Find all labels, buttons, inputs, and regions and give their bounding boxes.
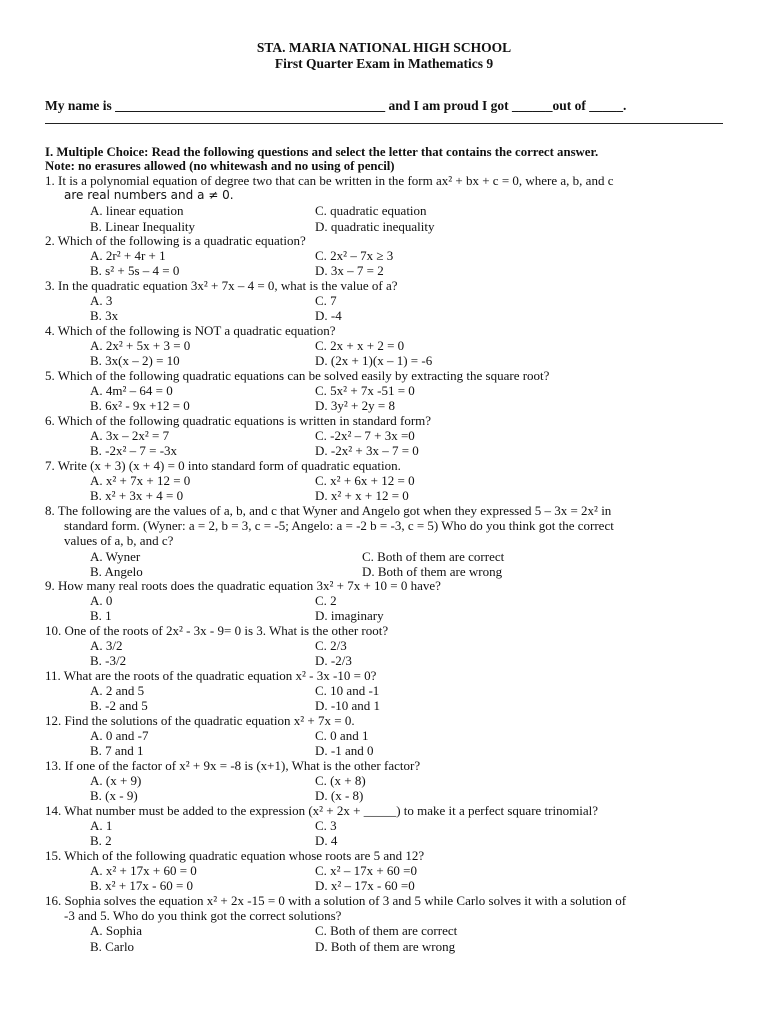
divider-line — [45, 123, 723, 124]
question-stem: 13. If one of the factor of x² + 9x = -8 is (x+1), What is the other factor? — [45, 758, 421, 773]
choice-a: A. x² + 17x + 60 = 0 — [90, 863, 197, 879]
question-stem-continuation: standard form. (Wyner: a = 2, b = 3, c = -5; Angelo: a = -2 b = -3, c = 5) Who do you think got the correct — [64, 518, 614, 534]
choice-a: A. 0 — [90, 593, 113, 609]
choice-a: A. 4m² – 64 = 0 — [90, 383, 173, 399]
choice-a: A. 3 — [90, 293, 113, 309]
choice-a: A. 1 — [90, 818, 113, 834]
choice-b: B. 2 — [90, 833, 112, 849]
question-stem: 16. Sophia solves the equation x² + 2x -15 = 0 with a solution of 3 and 5 while Carlo solves it with a solution of — [45, 893, 627, 908]
choice-c: C. 3 — [315, 818, 337, 834]
choice-b: B. 7 and 1 — [90, 743, 144, 759]
choice-c: C. (x + 8) — [315, 773, 366, 789]
choice-d: D. 3y² + 2y = 8 — [315, 398, 395, 414]
choice-d: D. 3x – 7 = 2 — [315, 263, 384, 279]
question-stem-continuation: values of a, b, and c? — [64, 533, 174, 549]
choice-d: D. -2x² + 3x – 7 = 0 — [315, 443, 419, 459]
choice-d: D. -1 and 0 — [315, 743, 374, 759]
school-name: STA. MARIA NATIONAL HIGH SCHOOL — [256, 40, 512, 55]
choice-a: A. x² + 7x + 12 = 0 — [90, 473, 191, 489]
question-stem: 5. Which of the following quadratic equations can be solved easily by extracting the square root? — [45, 368, 550, 383]
choice-b: B. 3x(x – 2) = 10 — [90, 353, 180, 369]
choice-b: B. Carlo — [90, 938, 135, 954]
choice-a: A. 0 and -7 — [90, 728, 149, 744]
choice-a: A. 2r² + 4r + 1 — [90, 248, 166, 264]
choice-c: C. Both of them are correct — [362, 548, 505, 564]
question-stem-continuation: are real numbers and a ≠ 0. — [64, 188, 234, 203]
question-stem-continuation: -3 and 5. Who do you think got the correct solutions? — [64, 908, 342, 924]
choice-b: B. -2x² – 7 = -3x — [90, 443, 178, 459]
choice-d: D. x² – 17x - 60 =0 — [315, 878, 415, 894]
choice-b: B. -3/2 — [90, 653, 127, 669]
choice-c: C. 5x² + 7x -51 = 0 — [315, 383, 415, 399]
choice-b: B. 6x² - 9x +12 = 0 — [90, 398, 190, 414]
question-stem: 7. Write (x + 3) (x + 4) = 0 into standard form of quadratic equation. — [45, 458, 401, 473]
choice-d: D. (2x + 1)(x – 1) = -6 — [315, 353, 433, 369]
choice-c: C. x² – 17x + 60 =0 — [315, 863, 417, 879]
question-stem: 4. Which of the following is NOT a quadratic equation? — [45, 323, 336, 338]
choice-b: B. s² + 5s – 4 = 0 — [90, 263, 180, 279]
choice-b: B. x² + 3x + 4 = 0 — [90, 488, 184, 504]
question-stem: 12. Find the solutions of the quadratic equation x² + 7x = 0. — [45, 713, 355, 728]
choice-b: B. (x - 9) — [90, 788, 138, 804]
choice-a: A. Sophia — [90, 923, 142, 939]
choice-a: A. (x + 9) — [90, 773, 142, 789]
choice-c: C. 2 — [315, 593, 337, 609]
exam-title: First Quarter Exam in Mathematics 9 — [274, 56, 494, 71]
choice-b: B. -2 and 5 — [90, 698, 148, 714]
choice-b: B. Linear Inequality — [90, 218, 196, 234]
choice-c: C. 10 and -1 — [315, 683, 380, 699]
question-stem: 1. It is a polynomial equation of degree two that can be written in the form ax² + bx + c = 0, where a, b, and c — [45, 173, 614, 188]
choice-a: A. 2x² + 5x + 3 = 0 — [90, 338, 191, 354]
choice-c: C. 2x² – 7x ≥ 3 — [315, 248, 394, 264]
choice-d: D. imaginary — [315, 608, 384, 624]
question-stem: 10. One of the roots of 2x² - 3x - 9= 0 is 3. What is the other root? — [45, 623, 389, 638]
choice-d: D. -4 — [315, 308, 342, 324]
question-stem: 2. Which of the following is a quadratic equation? — [45, 233, 306, 248]
choice-d: D. quadratic inequality — [315, 218, 435, 234]
choice-a: A. linear equation — [90, 203, 184, 219]
choice-c: C. 2x + x + 2 = 0 — [315, 338, 405, 354]
choice-d: D. -10 and 1 — [315, 698, 380, 714]
choice-d: D. -2/3 — [315, 653, 352, 669]
choice-d: D. x² + x + 12 = 0 — [315, 488, 409, 504]
question-stem: 14. What number must be added to the expression (x² + 2x + _____) to make it a perfect square trinomial? — [45, 803, 598, 818]
instructions-line: I. Multiple Choice: Read the following questions and select the letter that contains the correct answer. — [45, 145, 599, 159]
name-score-line: My name is ________________________________________ and I am proud I got ______out of _____. — [45, 98, 627, 113]
choice-d: D. Both of them are wrong — [362, 563, 503, 579]
choice-d: D. (x - 8) — [315, 788, 364, 804]
choice-c: C. x² + 6x + 12 = 0 — [315, 473, 415, 489]
question-stem: 15. Which of the following quadratic equation whose roots are 5 and 12? — [45, 848, 425, 863]
choice-c: C. Both of them are correct — [315, 923, 458, 939]
choice-c: C. 0 and 1 — [315, 728, 369, 744]
choice-c: C. 7 — [315, 293, 337, 309]
question-stem: 11. What are the roots of the quadratic equation x² - 3x -10 = 0? — [45, 668, 377, 683]
question-stem: 8. The following are the values of a, b, and c that Wyner and Angelo got when they expressed 5 – 3x = 2x² in — [45, 503, 612, 518]
choice-c: C. 2/3 — [315, 638, 347, 654]
choice-c: C. quadratic equation — [315, 203, 427, 219]
choice-b: B. x² + 17x - 60 = 0 — [90, 878, 194, 894]
choice-a: A. Wyner — [90, 548, 141, 564]
choice-a: A. 2 and 5 — [90, 683, 145, 699]
question-stem: 9. How many real roots does the quadratic equation 3x² + 7x + 10 = 0 have? — [45, 578, 441, 593]
choice-a: A. 3/2 — [90, 638, 123, 654]
choice-b: B. 3x — [90, 308, 119, 324]
choice-a: A. 3x – 2x² = 7 — [90, 428, 170, 444]
choice-b: B. Angelo — [90, 563, 143, 579]
choice-c: C. -2x² – 7 + 3x =0 — [315, 428, 415, 444]
choice-d: D. 4 — [315, 833, 338, 849]
question-stem: 3. In the quadratic equation 3x² + 7x – 4 = 0, what is the value of a? — [45, 278, 398, 293]
choice-d: D. Both of them are wrong — [315, 938, 456, 954]
instructions-note: Note: no erasures allowed (no whitewash and no using of pencil) — [45, 159, 395, 173]
choice-b: B. 1 — [90, 608, 112, 624]
question-stem: 6. Which of the following quadratic equations is written in standard form? — [45, 413, 432, 428]
